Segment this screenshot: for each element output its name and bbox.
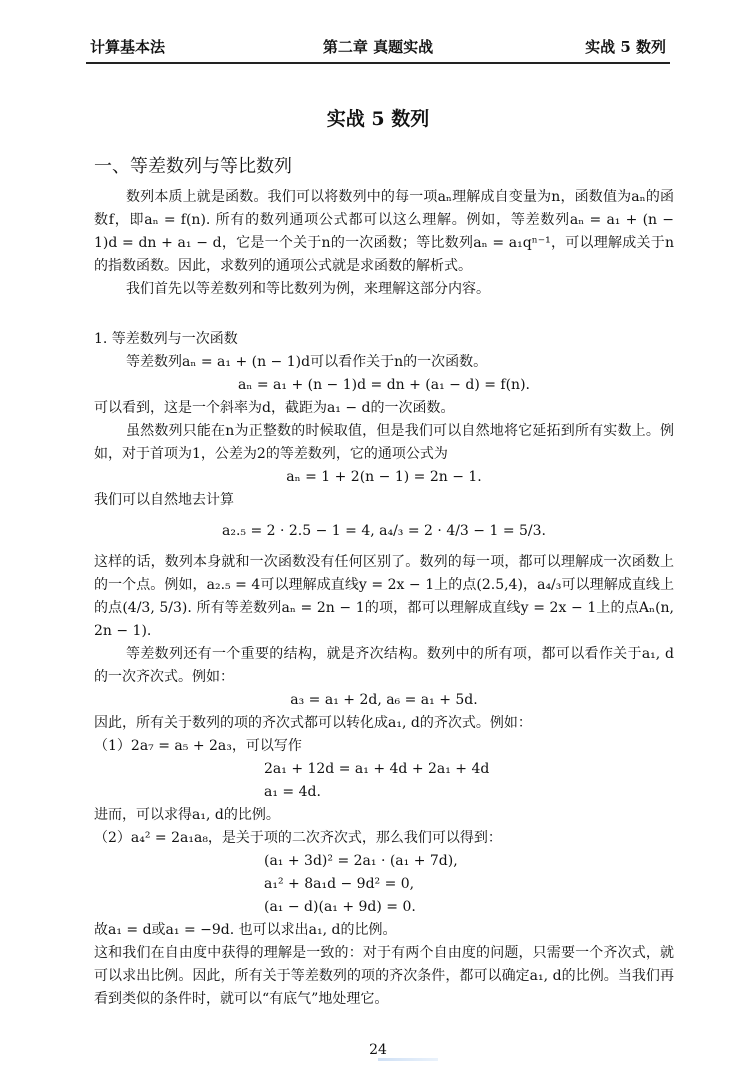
section-heading: 一、等差数列与等比数列 [94,156,292,177]
equation: a₂.₅ = 2 · 2.5 − 1 = 4, a₄/₃ = 2 · 4/3 − 1 = 5/3. [221,523,546,539]
paragraph: 故a₁ = d或a₁ = −9d. 也可以求出a₁, d的比例。 [94,922,397,938]
paragraph-conclusion: 这和我们在自由度中获得的理解是一致的：对于有两个自由度的问题，只需要一个齐次式，就可以求出比例。因此，所有关于等差数列的项的齐次条件，都可以确定a₁, d的比例。当我们再看到类似的条件时，就可以“有底气”地处理它。 [94,945,674,1007]
page-title: 实战 5 数列 [326,108,430,130]
paragraph-intro: 数列本质上就是函数。我们可以将数列中的每一项aₙ理解成自变量为n，函数值为aₙ的函数f，即aₙ = f(n). 所有的数列通项公式都可以这么理解。例如，等差数列aₙ = a₁ + (n − 1)d = dn + a₁ − d，它是一个关于n的一次函数；等比数列aₙ = a₁qⁿ⁻¹，可以理解成关于n的指数函数。因此，求数列的通项公式就是求函数的解析式。 [94,189,674,274]
equation: a₁² + 8a₁d − 9d² = 0, [264,876,415,892]
equation: a₃ = a₁ + 2d, a₆ = a₁ + 5d. [290,692,478,708]
paragraph-lead: 我们首先以等差数列和等比数列为例，来理解这部分内容。 [126,281,490,297]
page-number: 24 [369,1042,387,1058]
header-book-title: 计算基本法 [90,38,166,56]
footer-decoration [378,1058,438,1061]
paragraph: 虽然数列只能在n为正整数的时候取值，但是我们可以自然地将它延拓到所有实数上。例如，对于首项为1，公差为2的等差数列，它的通项公式为 [94,423,674,462]
equation: (a₁ + 3d)² = 2a₁ · (a₁ + 7d), [264,853,458,869]
equation: aₙ = a₁ + (n − 1)d = dn + (a₁ − d) = f(n). [238,377,530,393]
header-chapter: 第二章 真题实战 [322,38,434,56]
paragraph: 等差数列aₙ = a₁ + (n − 1)d可以看作关于n的一次函数。 [126,354,488,370]
example-1: （1）2a₇ = a₅ + 2a₃，可以写作 [94,738,302,754]
paragraph: 进而，可以求得a₁, d的比例。 [94,807,280,823]
paragraph: 可以看到，这是一个斜率为d，截距为a₁ − d的一次函数。 [94,400,455,416]
paragraph: 因此，所有关于数列的项的齐次式都可以转化成a₁, d的齐次式。例如： [94,715,532,731]
equation: (a₁ − d)(a₁ + 9d) = 0. [264,899,416,915]
equation: a₁ = 4d. [264,784,321,800]
paragraph: 等差数列还有一个重要的结构，就是齐次结构。数列中的所有项，都可以看作关于a₁, d的一次齐次式。例如： [94,646,674,685]
header-section: 实战 5 数列 [585,38,666,56]
paragraph: 我们可以自然地去计算 [94,492,234,508]
example-2: （2）a₄² = 2a₁a₈，是关于项的二次齐次式，那么我们可以得到： [94,830,502,846]
equation: aₙ = 1 + 2(n − 1) = 2n − 1. [286,469,482,485]
paragraph: 这样的话，数列本身就和一次函数没有任何区别了。数列的每一项，都可以理解成一次函数上的一个点。例如，a₂.₅ = 4可以理解成直线y = 2x − 1上的点(2.5,4)，a₄/₃可以理解成直线上的点(4/3, 5/3). 所有等差数列aₙ = 2n − 1的项，都可以理解成直线y = 2x − 1上的点Aₙ(n, 2n − 1). [94,554,674,639]
equation: 2a₁ + 12d = a₁ + 4d + 2a₁ + 4d [264,761,490,777]
running-header [86,36,670,64]
document-body [94,186,674,1011]
subsection-heading: 1. 等差数列与一次函数 [94,331,238,347]
